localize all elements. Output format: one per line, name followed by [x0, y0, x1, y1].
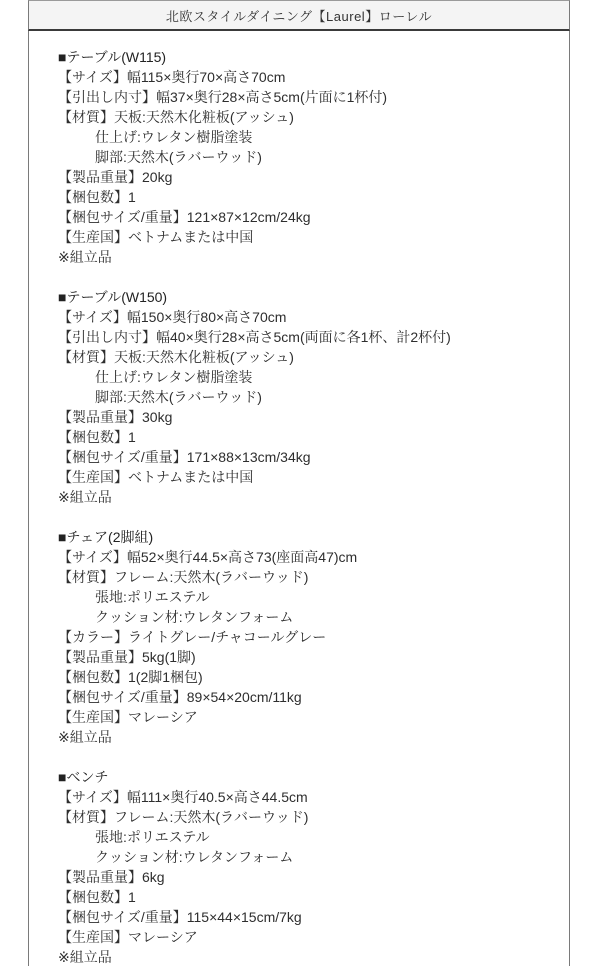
spec-line: 【生産国】マレーシア	[58, 929, 198, 945]
spec-line: 【製品重量】5kg(1脚)	[58, 649, 196, 665]
spec-line: 【梱包サイズ/重量】89×54×20cm/11kg	[58, 689, 302, 705]
spec-line: 【梱包サイズ/重量】115×44×15cm/7kg	[58, 909, 302, 925]
spec-line: 【カラー】ライトグレー/チャコールグレー	[58, 629, 327, 645]
spec-line: 【梱包サイズ/重量】121×87×12cm/24kg	[58, 209, 311, 225]
section-title: ■テーブル(W150)	[58, 289, 168, 305]
section-title: ■テーブル(W115)	[58, 49, 167, 65]
page-title: 北欧スタイルダイニング【Laurel】ローレル	[165, 8, 433, 24]
spec-content	[28, 31, 570, 966]
spec-section	[58, 47, 555, 267]
spec-line: 【材質】フレーム:天然木(ラバーウッド)	[58, 809, 309, 825]
spec-line: 脚部:天然木(ラバーウッド)	[95, 149, 262, 165]
spec-line: 【梱包数】1	[58, 429, 136, 445]
spec-line: 【サイズ】幅52×奥行44.5×高さ73(座面高47)cm	[58, 549, 358, 565]
spec-line: ※組立品	[58, 729, 112, 745]
spec-line: 【引出し内寸】幅37×奥行28×高さ5cm(片面に1杯付)	[58, 89, 388, 105]
spec-line: ※組立品	[58, 489, 112, 505]
spec-section	[58, 767, 555, 966]
spec-line: 【製品重量】20kg	[58, 169, 173, 185]
spec-line: クッション材:ウレタンフォーム	[95, 609, 294, 625]
spec-line: 【梱包数】1(2脚1梱包)	[58, 669, 203, 685]
spec-line: 【製品重量】6kg	[58, 869, 165, 885]
spec-line: 【梱包数】1	[58, 889, 136, 905]
spec-line: 【梱包サイズ/重量】171×88×13cm/34kg	[58, 449, 311, 465]
spec-line: 【生産国】マレーシア	[58, 709, 198, 725]
spec-line: 【材質】フレーム:天然木(ラバーウッド)	[58, 569, 309, 585]
spec-line: 張地:ポリエステル	[95, 829, 210, 845]
spec-line: 【材質】天板:天然木化粧板(アッシュ)	[58, 349, 294, 365]
title-bar	[28, 0, 570, 31]
spec-line: 【サイズ】幅150×奥行80×高さ70cm	[58, 309, 287, 325]
spec-line: 【材質】天板:天然木化粧板(アッシュ)	[58, 109, 294, 125]
spec-line: 【製品重量】30kg	[58, 409, 173, 425]
spec-line: ※組立品	[58, 949, 112, 965]
section-title: ■ベンチ	[58, 769, 109, 785]
spec-line: ※組立品	[58, 249, 112, 265]
spec-line: 脚部:天然木(ラバーウッド)	[95, 389, 262, 405]
spec-line: 【生産国】ベトナムまたは中国	[58, 229, 254, 245]
spec-line: 仕上げ:ウレタン樹脂塗装	[95, 129, 253, 145]
spec-line: 【生産国】ベトナムまたは中国	[58, 469, 254, 485]
spec-line: 仕上げ:ウレタン樹脂塗装	[95, 369, 253, 385]
spec-line: 張地:ポリエステル	[95, 589, 210, 605]
spec-line: 【サイズ】幅115×奥行70×高さ70cm	[58, 69, 286, 85]
spec-line: クッション材:ウレタンフォーム	[95, 849, 294, 865]
section-title: ■チェア(2脚組)	[58, 529, 154, 545]
spec-section	[58, 287, 555, 507]
spec-line: 【サイズ】幅111×奥行40.5×高さ44.5cm	[58, 789, 308, 805]
spec-section	[58, 527, 555, 747]
spec-line: 【梱包数】1	[58, 189, 136, 205]
spec-line: 【引出し内寸】幅40×奥行28×高さ5cm(両面に各1杯、計2杯付)	[58, 329, 451, 345]
